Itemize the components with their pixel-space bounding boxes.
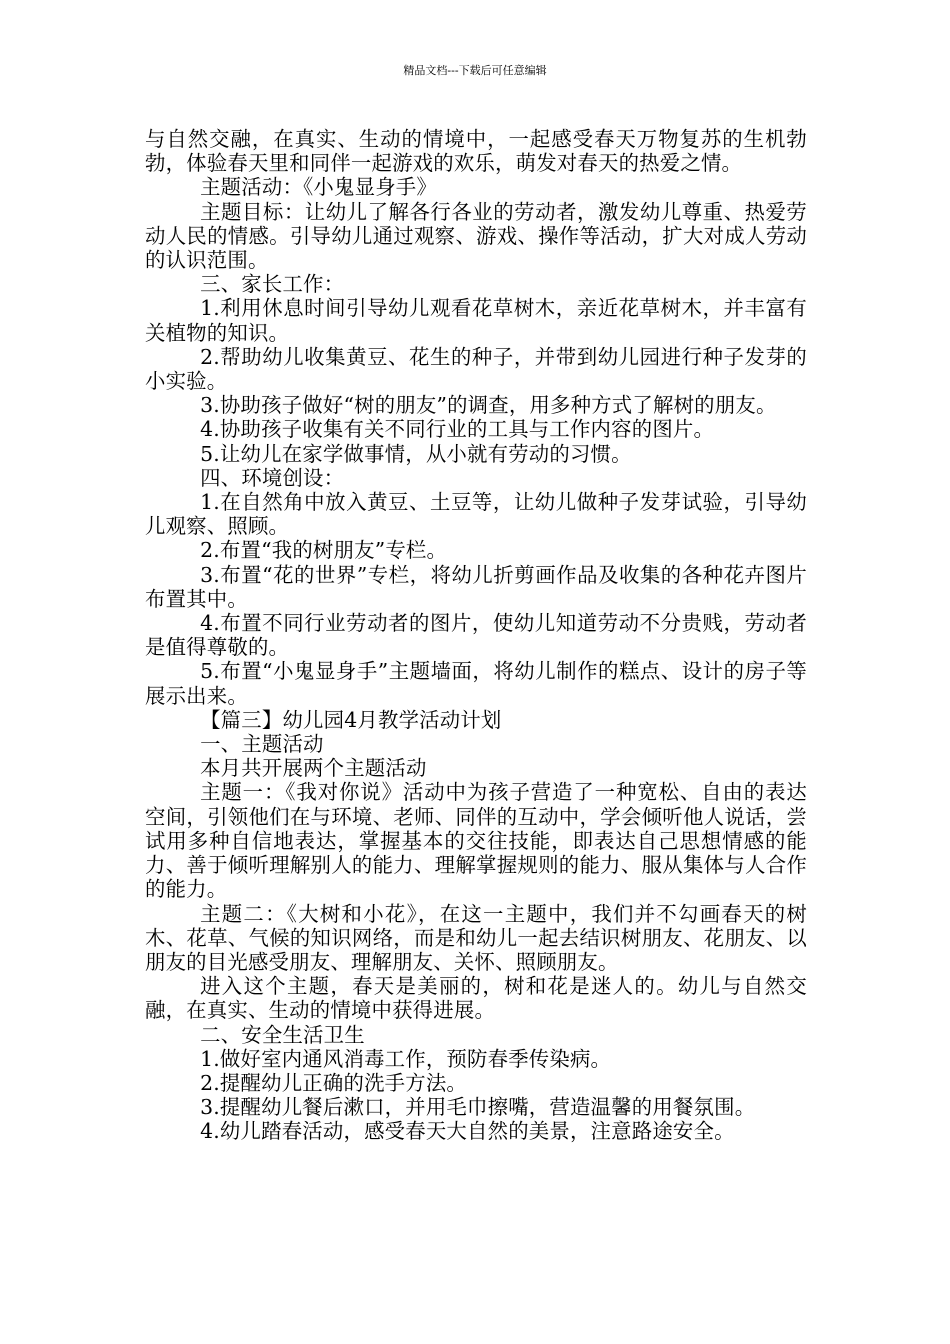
paragraph: 与自然交融，在真实、生动的情境中，一起感受春天万物复苏的生机勃勃，体验春天里和同伴一起游戏的欢乐，萌发对春天的热爱之情。 bbox=[145, 127, 807, 176]
list-item: 5.让幼儿在家学做事情，从小就有劳动的习惯。 bbox=[200, 441, 632, 466]
list-item: 1.在自然角中放入黄豆、土豆等，让幼儿做种子发芽试验，引导幼儿观察、照顾。 bbox=[145, 490, 807, 539]
chapter-heading: 【篇三】幼儿园4月教学活动计划 bbox=[200, 707, 502, 732]
paragraph: 主题活动：《小鬼显身手》 bbox=[200, 175, 437, 200]
list-item: 1.做好室内通风消毒工作，预防春季传染病。 bbox=[200, 1046, 612, 1071]
paragraph: 进入这个主题，春天是美丽的，树和花是迷人的。幼儿与自然交融，在真实、生动的情境中获得进展。 bbox=[145, 974, 807, 1023]
paragraph: 主题二：《大树和小花》，在这一主题中，我们并不勾画春天的树木、花草、气候的知识网络，而是和幼儿一起去结识树朋友、花朋友、以朋友的目光感受朋友、理解朋友、关怀、照顾朋友。 bbox=[145, 901, 807, 974]
page-header: 精品文档---下载后可任意编辑 bbox=[403, 64, 547, 77]
list-item: 1.利用休息时间引导幼儿观看花草树木，亲近花草树木，并丰富有关植物的知识。 bbox=[145, 296, 807, 345]
paragraph: 主题目标：让幼儿了解各行各业的劳动者，激发幼儿尊重、热爱劳动人民的情感。引导幼儿通过观察、游戏、操作等活动，扩大对成人劳动的认识范围。 bbox=[145, 199, 807, 273]
section-heading: 四、环境创设： bbox=[200, 465, 345, 490]
list-item: 3.协助孩子做好“树的朋友”的调查，用多种方式了解树的朋友。 bbox=[200, 393, 777, 418]
section-heading: 一、主题活动 bbox=[200, 732, 324, 757]
list-item: 3.提醒幼儿餐后漱口，并用毛巾擦嘴，营造温馨的用餐氛围。 bbox=[200, 1095, 756, 1120]
list-item: 2.提醒幼儿正确的洗手方法。 bbox=[200, 1070, 468, 1095]
list-item: 4.协助孩子收集有关不同行业的工具与工作内容的图片。 bbox=[200, 417, 715, 442]
list-item: 4.布置不同行业劳动者的图片，使幼儿知道劳动不分贵贱，劳动者是值得尊敬的。 bbox=[145, 611, 807, 660]
list-item: 4.幼儿踏春活动，感受春天大自然的美景，注意路途安全。 bbox=[200, 1119, 735, 1144]
paragraph: 本月共开展两个主题活动 bbox=[200, 756, 427, 781]
list-item: 2.帮助幼儿收集黄豆、花生的种子，并带到幼儿园进行种子发芽的小实验。 bbox=[145, 344, 807, 394]
list-item: 3.布置“花的世界”专栏，将幼儿折剪画作品及收集的各种花卉图片布置其中。 bbox=[145, 562, 807, 611]
list-item: 2.布置“我的树朋友”专栏。 bbox=[200, 538, 448, 563]
document-body bbox=[145, 127, 807, 1144]
paragraph: 主题一：《我对你说》活动中为孩子营造了一种宽松、自由的表达空间，引领他们在与环境、老师、同伴的互动中，学会倾听他人说话，尝试用多种自信地表达，掌握基本的交往技能，即表达自己思想情感的能力、善于倾听理解别人的能力、理解掌握规则的能力、服从集体与人合作的能力。 bbox=[145, 780, 807, 902]
list-item: 5.布置“小鬼显身手”主题墙面，将幼儿制作的糕点、设计的房子等展示出来。 bbox=[145, 659, 807, 708]
section-heading: 二、安全生活卫生 bbox=[200, 1022, 365, 1047]
section-heading: 三、家长工作： bbox=[200, 272, 345, 297]
